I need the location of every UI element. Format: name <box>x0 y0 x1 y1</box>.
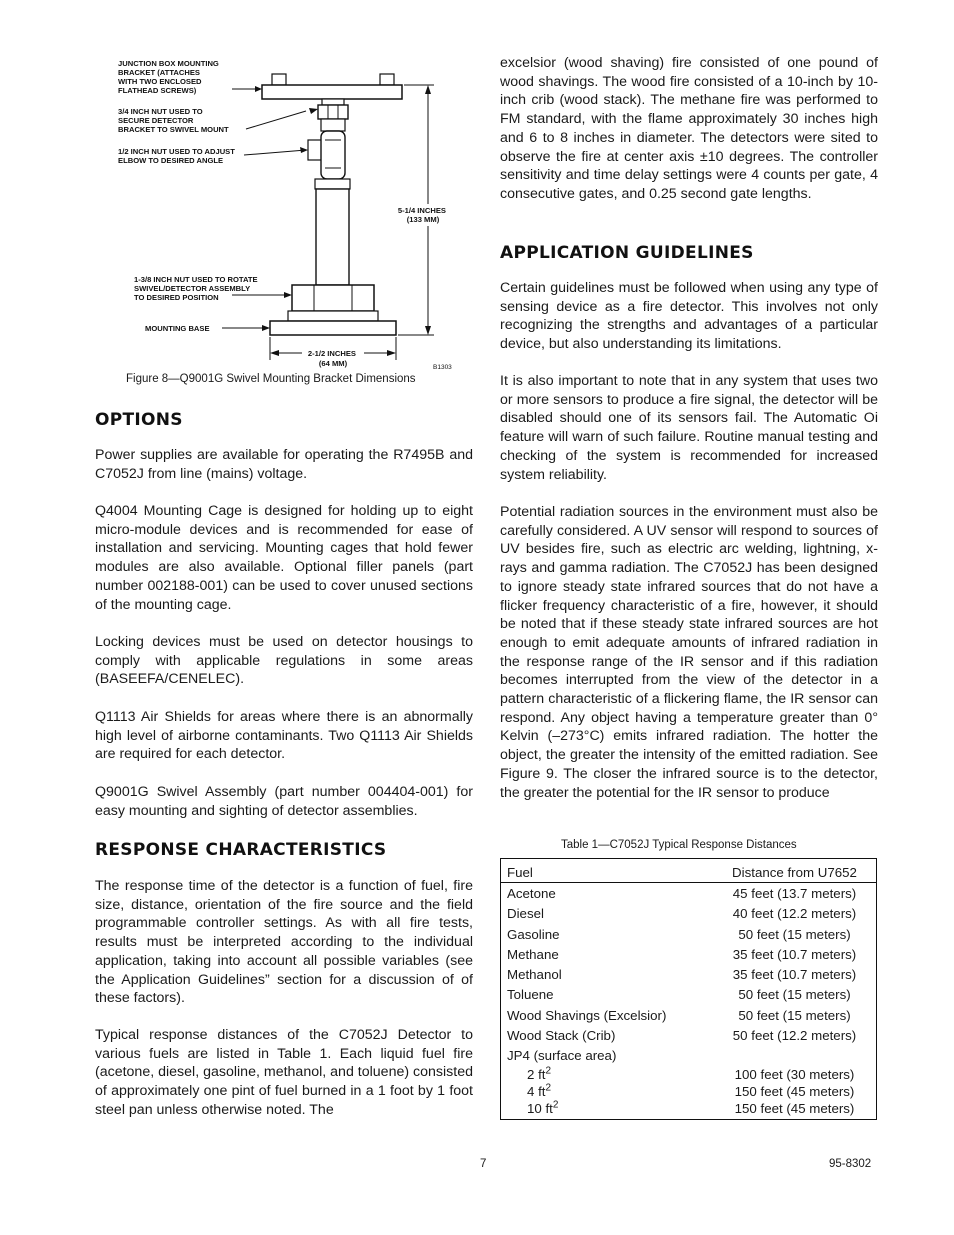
fuel-cell: Wood Stack (Crib) <box>507 1028 616 1044</box>
application-paragraph: Potential radiation sources in the environment must also be carefully considered. A UV sensor will respond to sources of UV besides fire, such as electric arc welding, lightning, x-rays and gamma radiation. The C7052J has been designed to ignore steady state infrared sources that do not have a flicker frequency characteristic of a fire, however, it should be noted that if these steady state infrared sources are hot enough to emit adequate amounts of infrared radiation in the response range of the IR sensor and if this radiation becomes interrupted from the view of the detector in a pattern characteristic of a flickering flame, the IR sensor can respond. Any object having a temperature greater than 0° Kelvin (–273°C) emits infrared radiation. The hotter the object, the greater the intensity of the emitted radiation. See Figure 9. The closer the infrared source is to the detector, the greater the potential for the IR sensor to produce <box>500 504 878 801</box>
table-row <box>501 1083 876 1100</box>
table-row <box>501 904 876 924</box>
table-row <box>501 964 876 984</box>
table-row <box>501 985 876 1005</box>
label-junction-box: JUNCTION BOX MOUNTING BRACKET (ATTACHES WITH TWO ENCLOSED FLATHEAD SCREWS) <box>118 59 219 95</box>
options-paragraph: Q4004 Mounting Cage is designed for holding up to eight micro-module devices and is recommended for ease of installation and servicing. Mounting cages that hold fewer modules are also available. Optional filler panels (part number 002188-001) can be used to cover unused sections of the mounting cage. <box>95 503 473 613</box>
fuel-cell: Gasoline <box>507 926 560 942</box>
label-nut-138: 1-3/8 INCH NUT USED TO ROTATE SWIVEL/DETECTOR ASSEMBLY TO DESIRED POSITION <box>134 275 258 302</box>
response-paragraph: Typical response distances of the C7052J Detector to various fuels are listed in Table 1. Each liquid fuel fire (acetone, diesel, gasoline, methanol, and toluene) consisted of approximately one pint of fuel burned in a 1 foot by 1 foot steel pan unless otherwise noted. The <box>95 1027 473 1118</box>
application-paragraph: It is also important to note that in any system that uses two or more sensors to produce a fire signal, the detector will be disabled should one of its sensors fail. The Automatic Oi feature will warn of such failure. Routine manual testing and checking of the system is recommended for increased system reliability. <box>500 373 878 483</box>
fuel-cell: Acetone <box>507 885 556 901</box>
area-cell: 2 $ft^2$ <box>527 1065 552 1082</box>
table-row <box>501 1025 876 1045</box>
table-caption: Table 1—C7052J Typical Response Distances <box>561 839 797 851</box>
distance-cell: 150 feet (45 meters) <box>734 1083 855 1099</box>
options-paragraph: Q9001G Swivel Assembly (part number 004404-001) for easy mounting and sighting of detector assemblies. <box>95 784 473 819</box>
area-cell: 4 $ft^2$ <box>527 1082 552 1099</box>
options-heading: OPTIONS <box>95 410 183 430</box>
fuel-cell: Wood Shavings (Excelsior) <box>507 1007 667 1023</box>
distance-cell: 50 feet (15 meters) <box>738 1007 851 1023</box>
fuel-cell: JP4 (surface area) <box>507 1048 617 1064</box>
label-nut-12: 1/2 INCH NUT USED TO ADJUST ELBOW TO DESIRED ANGLE <box>118 147 235 165</box>
fuel-cell: Diesel <box>507 906 544 922</box>
distance-cell: 100 feet (30 meters) <box>734 1066 855 1082</box>
page-number: 7 <box>480 1158 487 1170</box>
application-paragraph: Certain guidelines must be followed when using any type of sensing device as a fire detector. This involves not only recognizing the strengths and advantages of a particular device, but also understanding its limitations. <box>500 280 878 353</box>
area-cell: 10 $ft^2$ <box>527 1099 559 1116</box>
figure-caption: Figure 8—Q9001G Swivel Mounting Bracket Dimensions <box>126 373 416 385</box>
label-mounting-base: MOUNTING BASE <box>145 324 210 333</box>
distance-cell: 50 feet (12.2 meters) <box>732 1028 857 1044</box>
fuel-cell: Methane <box>507 946 559 962</box>
distance-cell: 50 feet (15 meters) <box>738 926 851 942</box>
fuel-cell: Toluene <box>507 987 554 1003</box>
table-header-distance: Distance from U7652 <box>713 862 876 883</box>
table-row <box>501 883 876 904</box>
response-paragraph: The response time of the detector is a function of fuel, fire size, distance, orientation of the fire source and the field programmable controller settings. As with all fire tests, results must be interpreted according to the individual application, taking into account all possible variables (see the Application Guidelines” section for a discussion of of these factors). <box>95 878 473 1007</box>
label-height-dimension: 5-1/4 INCHES (133 MM) <box>397 206 446 224</box>
distance-cell: 35 feet (10.7 meters) <box>732 946 857 962</box>
distance-cell: 45 feet (13.7 meters) <box>732 885 857 901</box>
table-header-fuel: Fuel <box>501 862 713 883</box>
options-paragraph: Power supplies are available for operating the R7495B and C7052J from line (mains) voltage. <box>95 447 473 482</box>
options-paragraph: Q1113 Air Shields for areas where there is an abnormally high level of airborne contaminants. Two Q1113 Air Shields are required for each detector. <box>95 709 473 763</box>
table-row <box>501 1066 876 1083</box>
test-conditions-paragraph: excelsior (wood shaving) fire consisted of one pound of wood shavings. The wood fire consisted of a 10-inch by 10-inch crib (wood stack). The methane fire was performed to FM standard, with the flame approximately 30 inches high and 6 to 8 inches in diameter. The detectors were sited to observe the fire at center axis ±10 degrees. The controller sensitivity and time delay settings were 4 counts per gate, 4 consecutive gates, and 0.25 second gate lengths. <box>500 55 878 202</box>
table-row <box>501 1046 876 1066</box>
distance-cell: 150 feet (45 meters) <box>734 1100 855 1116</box>
distance-cell: 50 feet (15 meters) <box>738 987 851 1003</box>
response-heading: RESPONSE CHARACTERISTICS <box>95 840 387 860</box>
options-paragraph: Locking devices must be used on detector housings to comply with applicable regulations in some areas (BASEEFA/CENELEC). <box>95 634 473 688</box>
label-width-dimension: 2-1/2 INCHES (64 MM) <box>307 349 356 368</box>
table-header-row <box>501 862 876 883</box>
table-row <box>501 1005 876 1025</box>
table-row <box>501 944 876 964</box>
distance-cell: 35 feet (10.7 meters) <box>732 967 857 983</box>
document-number: 95-8302 <box>829 1158 872 1170</box>
label-nut-34: 3/4 INCH NUT USED TO SECURE DETECTOR BRACKET TO SWIVEL MOUNT <box>118 107 229 134</box>
response-distance-table <box>500 858 877 1120</box>
figure-code: B1303 <box>433 364 452 371</box>
distance-cell: 40 feet (12.2 meters) <box>732 906 857 922</box>
table-row <box>501 1100 876 1117</box>
table-row <box>501 924 876 944</box>
fuel-cell: Methanol <box>507 967 562 983</box>
application-heading: APPLICATION GUIDELINES <box>500 243 754 263</box>
